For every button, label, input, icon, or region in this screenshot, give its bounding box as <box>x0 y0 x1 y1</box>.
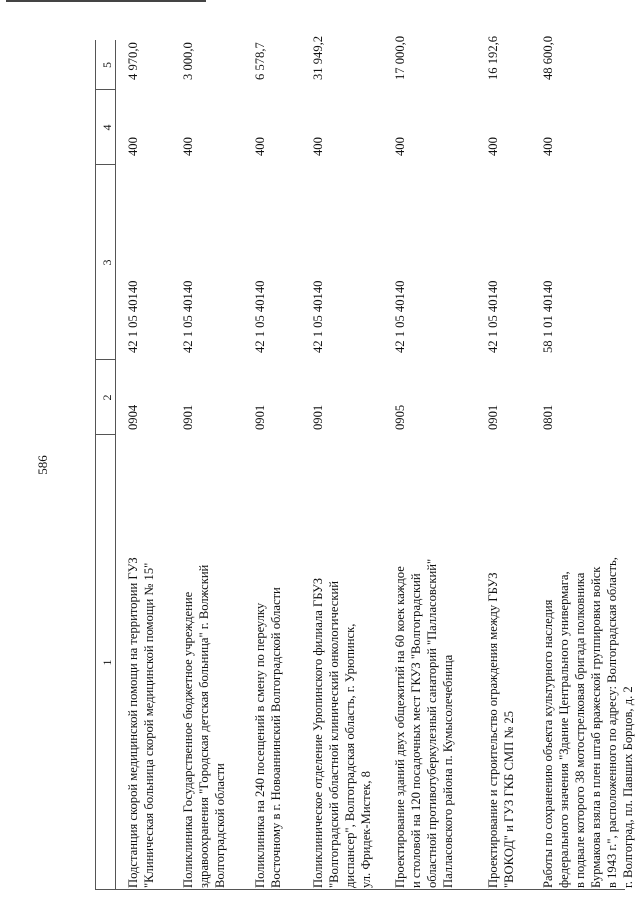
row-description <box>540 557 636 888</box>
row-amount: 4 970,0 <box>126 42 140 80</box>
page-number: 586 <box>35 455 50 475</box>
row-amount: 6 578,7 <box>253 42 267 80</box>
row-target-article: 42 1 05 40140 <box>181 280 195 353</box>
row-expense-type: 400 <box>253 137 267 156</box>
header-col-4: 4 <box>100 124 114 131</box>
row-target-article: 42 1 05 40140 <box>126 280 140 353</box>
description-line: Бурмакова взяла в плен штаб вражеской группировки войск <box>589 566 603 888</box>
row-target-article: 58 1 01 40140 <box>541 280 555 353</box>
header-col-1: 1 <box>100 659 114 666</box>
row-expense-type: 400 <box>541 137 555 156</box>
row-description <box>310 578 374 888</box>
description-line: Волгоградской области <box>213 763 227 888</box>
description-line: Подстанция скорой медицинской помощи на территории ГУЗ <box>126 557 140 888</box>
row-target-article: 42 1 05 40140 <box>486 280 500 353</box>
description-line: Проектирование зданий двух общежитий на 60 коек каждое <box>393 566 407 888</box>
row-expense-type: 400 <box>181 137 195 156</box>
description-line: "Клиническая больница скорой медицинской помощи № 15" <box>142 562 156 888</box>
description-line: Поликлиника на 240 посещений в смену по переулку <box>253 602 267 888</box>
row-amount: 3 000,0 <box>181 42 195 80</box>
row-description <box>125 557 157 888</box>
row-section-code: 0901 <box>253 404 267 430</box>
row-description <box>485 572 517 888</box>
table-top-border <box>95 40 96 890</box>
description-line: здравоохранения "Городская детская больница" г. Волжский <box>197 564 211 888</box>
description-line: и столовой на 120 посадочных мест ГКУЗ "Волгоградский <box>409 573 423 888</box>
description-line: областной противотуберкулезный санаторий "Палласовский" <box>425 558 439 888</box>
header-separator <box>115 40 116 890</box>
description-line: Восточному в г. Новоаннинский Волгоградской области <box>269 587 283 888</box>
row-description <box>180 565 228 888</box>
description-line: федерального значения "Здание Центрального универмага, <box>557 571 571 888</box>
row-amount: 31 949,2 <box>311 35 325 80</box>
row-expense-type: 400 <box>311 137 325 156</box>
row-amount: 16 192,6 <box>486 35 500 80</box>
row-section-code: 0904 <box>126 404 140 430</box>
row-amount: 48 600,0 <box>541 35 555 80</box>
description-line: в подвале которого 38 мотострелковая бригада полковника <box>573 572 587 888</box>
description-line: Проектирование и строительство ограждения между ГБУЗ <box>486 572 500 888</box>
row-section-code: 0901 <box>181 404 195 430</box>
row-target-article: 42 1 05 40140 <box>253 280 267 353</box>
description-line: в 1943 г.", расположенного по адресу: Волгоградская область, <box>605 557 619 888</box>
row-section-code: 0905 <box>393 404 407 430</box>
description-line: диспансер", Волгоградская область, г. Урюпинск, <box>343 623 357 888</box>
description-line: ул. Фридек-Мистек, 8 <box>359 771 373 888</box>
description-line: г. Волгоград, пл. Павших Борцов, д. 2 <box>621 686 635 888</box>
header-col-5: 5 <box>100 62 114 68</box>
header-col-3: 3 <box>100 259 114 266</box>
row-section-code: 0901 <box>486 404 500 430</box>
row-expense-type: 400 <box>486 137 500 156</box>
description-line: Поликлиническое отделение Урюпинского филиала ГБУЗ <box>311 577 325 888</box>
row-description <box>392 559 456 888</box>
rotated-page <box>35 35 635 890</box>
table-left-border <box>95 889 625 890</box>
row-amount: 17 000,0 <box>393 35 407 80</box>
row-section-code: 0901 <box>311 404 325 430</box>
description-line: "Волгоградский областной клинический онкологический <box>327 581 341 888</box>
row-target-article: 42 1 05 40140 <box>393 280 407 353</box>
row-section-code: 0801 <box>541 404 555 430</box>
row-expense-type: 400 <box>126 137 140 156</box>
description-line: Работы по сохранению объекта культурного наследия <box>541 599 555 888</box>
header-col-2: 2 <box>100 394 114 401</box>
row-expense-type: 400 <box>393 137 407 156</box>
description-line: Палласовского района п. Кумысолечебница <box>441 654 455 888</box>
row-target-article: 42 1 05 40140 <box>311 280 325 353</box>
row-description <box>252 587 284 888</box>
description-line: Поликлиника Государственное бюджетное учреждение <box>181 591 195 888</box>
top-rule <box>6 0 206 2</box>
description-line: "ВОКОД" и ГУЗ ГКБ СМП № 25 <box>502 710 516 888</box>
